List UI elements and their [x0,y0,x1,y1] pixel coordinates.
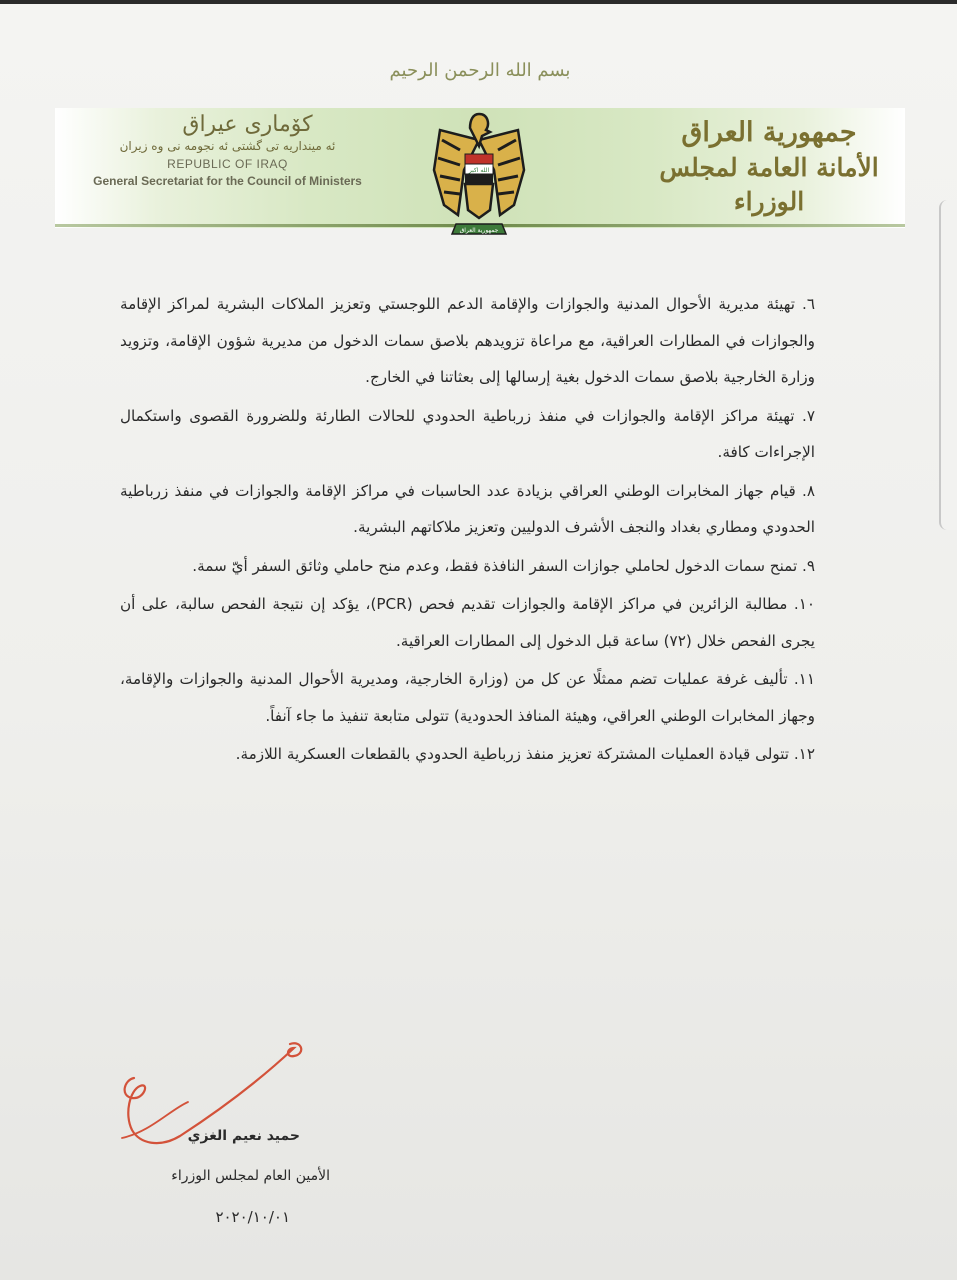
decision-item-10: ١٠. مطالبة الزائرين في مراكز الإقامة والجوازات تقديم فحص (PCR)، يؤكد إن نتيجة الفحص سالبة، على أن يجرى الفحص خلال (٧٢) ساعة قبل الدخول إلى المطارات العراقية. [120,595,816,650]
kurdish-country-name: كۆماری عیراق [182,112,313,137]
decision-item-9: ٩. تمنح سمات الدخول لحاملي جوازات السفر النافذة فقط، وعدم منح حاملي وثائق السفر أيّ سمة. [192,556,815,575]
basmala: بسم الله الرحمن الرحيم [389,60,571,81]
scan-top-edge [0,0,957,4]
decision-item-12: ١٢. تتولى قيادة العمليات المشتركة تعزيز منفذ زرباطية الحدودي بالقطعات العسكرية اللازمة. [235,745,815,763]
decision-item-6: ٦. تهيئة مديرية الأحوال المدنية والجوازات والإقامة الدعم اللوجستي وتعزيز الملاكات البشرية لمراكز الإقامة والجوازات في المطارات العراقية، مع مراعاة تزويدهم بلاصق سمات الدخول من مديرية شؤون الإقامة، وتزويد وزارة الخارجية بلاصق سمات الدخول بغية إرسالها إلى بعثاتنا في الخارج. [120,295,815,386]
english-country-name: REPUBLIC OF IRAQ [167,157,288,171]
decision-items [120,286,815,775]
english-secretariat-name: General Secretariat for the Council of Ministers [93,174,362,188]
decision-item-7: ٧. تهيئة مراكز الإقامة والجوازات في منفذ زرباطية الحدودي للحالات الطارئة وللضرورة القصوى واستكمال الإجراءات كافة. [120,406,815,461]
svg-text:الله اكبر: الله اكبر [468,167,490,174]
document-date: ٢٠٢٠/١٠/٠١ [215,1208,290,1226]
letterhead-arabic [639,115,899,219]
signatory-name: حميد نعيم الغزي [187,1128,300,1144]
decision-item-11: ١١. تأليف غرفة عمليات تضم ممثلًا عن كل من (وزارة الخارجية، ومديرية الأحوال المدنية والجوازات والإقامة، وجهاز المخابرات الوطني العراقي، وهيئة المنافذ الحدودية) تتولى متابعة تنفيذ ما جاء آنفاً. [120,670,815,725]
signatory-title: الأمين العام لمجلس الوزراء [171,1168,330,1184]
iraq-eagle-emblem-icon [430,110,528,248]
arabic-country-name: جمهورية العراق [681,117,857,148]
letterhead-kurdish-english [75,112,380,188]
emblem-scroll-text: جمهورية العراق [459,227,499,234]
decision-item-8: ٨. قيام جهاز المخابرات الوطني العراقي بزيادة عدد الحاسبات في مراكز الإقامة والجوازات في منفذ زرباطية الحدودي ومطاري بغداد والنجف الأشرف الدوليين وتعزيز ملاكاتهم البشرية. [120,481,815,536]
scan-right-edge [939,200,957,530]
kurdish-secretariat-name: ئه مینداریه تی گشتی ئه نجومه نی وه زیران [119,139,336,153]
arabic-secretariat-name: الأمانة العامة لمجلس الوزراء [659,153,879,217]
